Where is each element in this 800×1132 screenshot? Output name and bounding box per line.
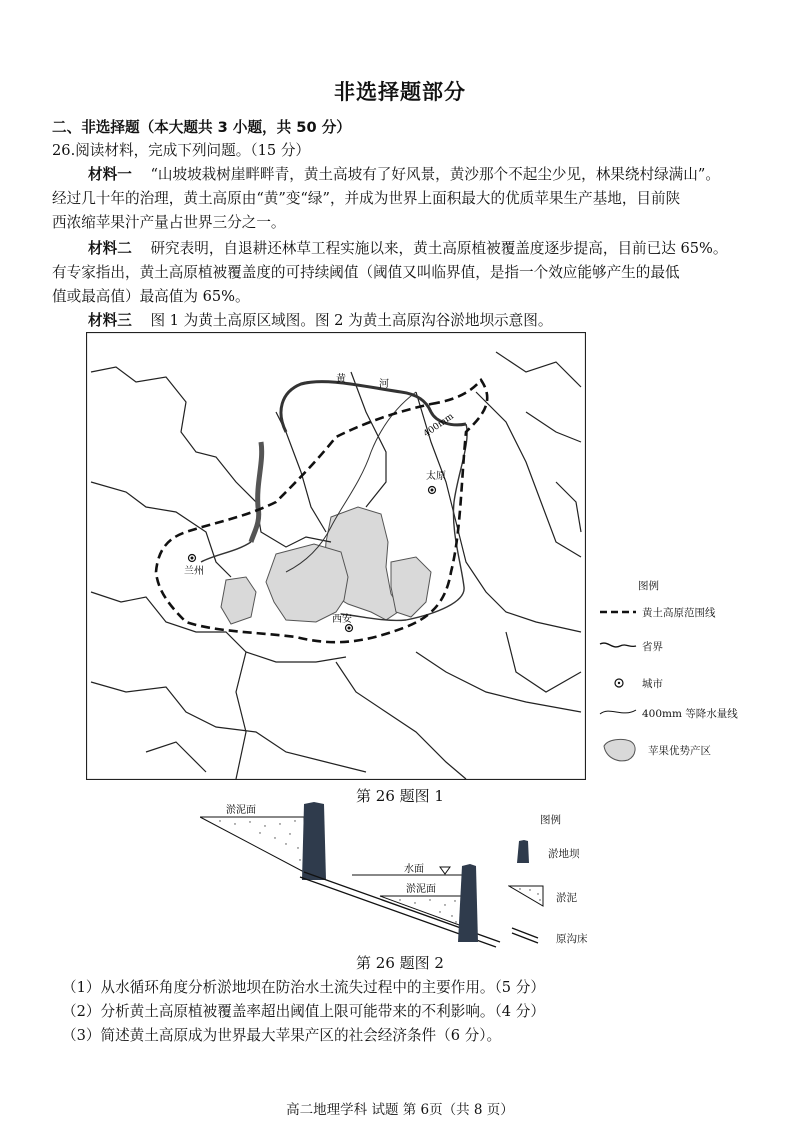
legend-dam-label: 淤地坝	[548, 848, 580, 860]
figure1-caption: 第 26 题图 1	[356, 787, 444, 805]
legend-dam-icon	[516, 840, 530, 864]
material3-line1	[88, 309, 552, 330]
legend-precip-icon	[598, 704, 638, 720]
section-title: 非选择题部分	[334, 80, 466, 104]
legend-boundary-label: 黄土高原范围线	[642, 607, 716, 619]
water-level-icon	[440, 867, 450, 874]
figure2-caption: 第 26 题图 2	[356, 954, 444, 972]
legend-city-icon	[612, 676, 626, 690]
material1-text1: “山坡坡栽树崖畔畔青，黄土高坡有了好风景，黄沙那个不起尘少见，林果绕村绿满山”。	[150, 166, 720, 183]
label-he: 河	[379, 379, 389, 390]
material1-line3: 西浓缩苹果汁产量占世界三分之一。	[52, 214, 286, 231]
legend-apple-label: 苹果优势产区	[648, 745, 711, 757]
label-huang: 黄	[336, 374, 346, 385]
material3-text1: 图 1 为黄土高原区域图。图 2 为黄土高原沟谷淤地坝示意图。	[150, 312, 553, 329]
dam-legend-title: 图例	[540, 814, 561, 826]
legend-silt-label: 淤泥	[556, 892, 577, 904]
label-isohyet: 400mm	[421, 411, 456, 440]
question-3: （3）简述黄土高原成为世界最大苹果产区的社会经济条件（6 分）。	[62, 1027, 502, 1044]
material2-line3: 值或最高值）最高值为 65%。	[52, 288, 250, 305]
check-dam-diagram	[200, 800, 520, 950]
upper-silt-wedge	[200, 817, 304, 872]
part-heading: 二、非选择题（本大题共 3 小题，共 50 分）	[52, 119, 351, 136]
material2-line1	[88, 237, 728, 258]
material2-line2: 有专家指出，黄土高原植被覆盖度的可持续阈值（阈值又叫临界值，是指一个效应能够产生的最低	[52, 264, 680, 281]
map-legend-title: 图例	[638, 580, 659, 592]
lower-dam	[458, 864, 478, 942]
legend-silt-icon	[508, 884, 544, 908]
question-1: （1）从水循环角度分析淤地坝在防治水土流失过程中的主要作用。（5 分）	[62, 979, 545, 996]
label-silt-surface-bottom: 淤泥面	[406, 884, 436, 895]
question-2: （2）分析黄土高原植被覆盖率超出阈值上限可能带来的不利影响。（4 分）	[62, 1003, 545, 1020]
label-water-surface: 水面	[404, 864, 424, 875]
material2-text1: 研究表明，自退耕还林草工程实施以来，黄土高原植被覆盖度逐步提高，目前已达 65%。	[150, 240, 728, 257]
legend-province-icon	[598, 638, 638, 654]
material1-label: 材料一	[88, 166, 132, 183]
page-footer: 高二地理学科 试题 第 6页（共 8 页）	[286, 1102, 514, 1118]
material2-label: 材料二	[88, 240, 132, 257]
question-intro: 26.阅读材料，完成下列问题。（15 分）	[52, 142, 311, 159]
legend-gully-label: 原沟床	[556, 933, 588, 945]
label-xian: 西安	[332, 614, 352, 625]
legend-boundary-icon	[598, 604, 638, 620]
lower-silt-wedge	[380, 896, 462, 926]
label-taiyuan: 太原	[426, 471, 446, 482]
legend-province-label: 省界	[642, 641, 663, 653]
legend-city-label: 城市	[642, 678, 663, 690]
material1-line1	[88, 163, 720, 184]
legend-precip-label: 400mm 等降水量线	[642, 708, 738, 720]
legend-apple-icon	[600, 736, 640, 764]
loess-plateau-map	[86, 332, 586, 780]
legend-gully-icon	[510, 924, 540, 946]
label-lanzhou: 兰州	[184, 566, 204, 577]
upper-dam	[302, 802, 326, 880]
material3-label: 材料三	[88, 312, 132, 329]
material1-line2: 经过几十年的治理，黄土高原由“黄”变“绿”，并成为世界上面积最大的优质苹果生产基地，目前陕	[52, 190, 681, 207]
label-silt-surface-top: 淤泥面	[226, 805, 256, 816]
